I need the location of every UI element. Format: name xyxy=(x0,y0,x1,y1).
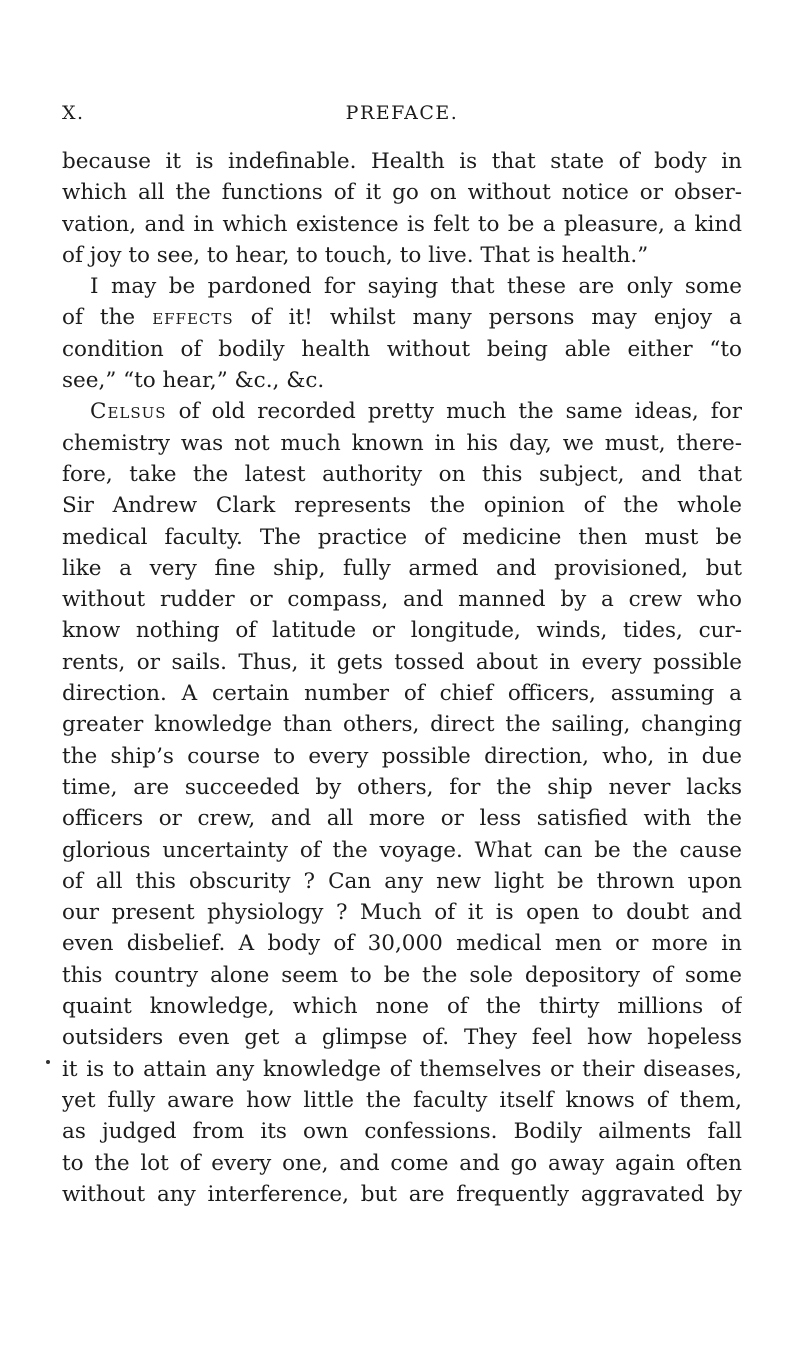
text-run: of old recorded pretty much the same ideas, for xyxy=(166,399,742,425)
text-line: which all the functions of it go on without notice or obser- xyxy=(62,180,742,206)
small-caps-word: Celsus xyxy=(90,399,167,425)
small-caps-word: effects xyxy=(152,305,234,331)
text-line xyxy=(62,302,742,333)
text-line: of joy to see, to hear, to touch, to live. That is health.” xyxy=(62,242,649,268)
text-line: greater knowledge than others, direct the sailing, changing xyxy=(62,712,742,738)
text-line: without any interference, but are frequently aggravated by xyxy=(62,1181,742,1207)
text-line: rents, or sails. Thus, it gets tossed about in every possible xyxy=(62,649,742,675)
text-line: I may be pardoned for saying that these are only some xyxy=(90,274,742,300)
text-line: like a very fine ship, fully armed and provisioned, but xyxy=(62,555,742,581)
page-header xyxy=(62,102,742,128)
text-line xyxy=(62,396,742,427)
text-line: this country alone seem to be the sole depository of some xyxy=(62,962,742,988)
text-line: know nothing of latitude or longitude, winds, tides, cur- xyxy=(62,618,742,644)
text-line: fore, take the latest authority on this subject, and that xyxy=(62,461,742,487)
text-line: vation, and in which existence is felt to be a pleasure, a kind xyxy=(62,211,742,237)
print-speck xyxy=(46,1060,50,1064)
text-line: quaint knowledge, which none of the thirty millions of xyxy=(62,994,742,1020)
text-line: as judged from its own confessions. Bodily ailments fall xyxy=(62,1119,742,1145)
text-line: time, are succeeded by others, for the ship never lacks xyxy=(62,774,742,800)
text-line: even disbelief. A body of 30,000 medical men or more in xyxy=(62,931,742,957)
page-number: X. xyxy=(62,102,85,124)
text-line: to the lot of every one, and come and go away again often xyxy=(62,1150,742,1176)
text-line: Sir Andrew Clark represents the opinion of the whole xyxy=(62,493,742,519)
text-line: chemistry was not much known in his day, we must, there- xyxy=(62,430,742,456)
running-head: PREFACE. xyxy=(345,102,459,124)
text-line: outsiders even get a glimpse of. They feel how hopeless xyxy=(62,1025,742,1051)
body-text xyxy=(62,146,742,1210)
text-line: direction. A certain number of chief officers, assuming a xyxy=(62,681,742,707)
text-run: of it! whilst many persons may enjoy a xyxy=(233,305,742,331)
text-line: of all this obscurity ? Can any new light be thrown upon xyxy=(62,868,742,894)
text-run: of the xyxy=(62,305,153,331)
text-line: because it is indefinable. Health is that state of body in xyxy=(62,149,742,174)
text-line: condition of bodily health without being able either “to xyxy=(62,336,742,362)
text-line: officers or crew, and all more or less satisfied with the xyxy=(62,806,742,832)
text-line: glorious uncertainty of the voyage. What can be the cause xyxy=(62,837,742,863)
text-line: the ship’s course to every possible direction, who, in due xyxy=(62,743,742,769)
text-line: our present physiology ? Much of it is open to doubt and xyxy=(62,900,742,926)
paragraph xyxy=(62,271,742,396)
text-line: yet fully aware how little the faculty itself knows of them, xyxy=(62,1087,742,1113)
text-line: it is to attain any knowledge of themselves or their diseases, xyxy=(62,1056,742,1082)
text-line: medical faculty. The practice of medicine then must be xyxy=(62,524,742,550)
text-line: see,” “to hear,” &c., &c. xyxy=(62,368,325,394)
text-line: without rudder or compass, and manned by a crew who xyxy=(62,587,742,613)
paragraph xyxy=(62,146,742,271)
paragraph xyxy=(62,396,742,1210)
